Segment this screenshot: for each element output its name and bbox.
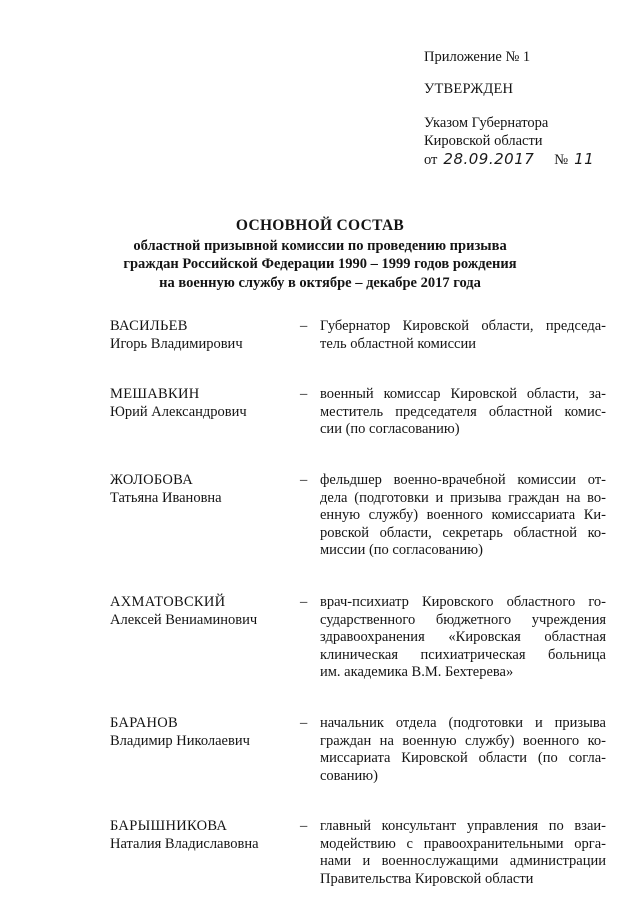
role-line: сударственного бюджетного учреждения: [320, 611, 606, 628]
member-entry: [110, 818, 606, 888]
decree-date: 28.09.2017: [443, 150, 535, 168]
member-role: [320, 318, 606, 353]
member-entry: [110, 318, 606, 353]
approval-block: [424, 48, 624, 169]
decree-line-1: Указом Губернатора: [424, 115, 549, 131]
role-line: миссии (по согласованию): [320, 542, 483, 559]
role-line: Правительства Кировской области: [320, 871, 534, 888]
member-dash: –: [300, 386, 308, 403]
member-name: [110, 715, 300, 785]
title-line-1: областной призывной комиссии по проведению призыва: [133, 237, 507, 254]
member-dash: –: [300, 318, 308, 334]
member-surname: АХМАТОВСКИЙ: [110, 593, 226, 610]
role-line: начальник отдела (подготовки и призыва: [320, 714, 606, 731]
role-line: здравоохранения «Кировская областная: [320, 629, 606, 646]
member-entry: [110, 715, 606, 785]
member-surname: ВАСИЛЬЕВ: [110, 318, 188, 334]
member-given-name: Владимир Николаевич: [110, 732, 250, 749]
document-title: [60, 217, 580, 292]
member-dash: –: [300, 818, 308, 835]
role-line: енную службу) военного комиссариата Ки-: [320, 507, 606, 524]
member-dash: –: [300, 593, 308, 610]
role-line: тель областной комиссии: [320, 335, 476, 352]
title-line-3: на военную службу в октябре – декабре 2017 года: [159, 274, 481, 291]
members-list: [110, 318, 606, 889]
member-role: [320, 472, 606, 560]
appendix-label: Приложение № 1: [424, 49, 531, 65]
member-entry: [110, 472, 606, 560]
role-line: ровской области, секретарь областной ко-: [320, 524, 606, 541]
role-line: врач-психиатр Кировского областного го-: [320, 593, 606, 610]
date-prefix: от: [424, 152, 438, 168]
member-surname: БАРАНОВ: [110, 714, 179, 731]
role-line: граждан на военную службу) военного ко-: [320, 732, 606, 749]
member-role: [320, 386, 606, 439]
member-name: [110, 472, 300, 560]
member-entry: [110, 386, 606, 439]
member-given-name: Алексей Вениаминович: [110, 611, 258, 628]
role-line: сии (по согласованию): [320, 421, 460, 438]
member-name: [110, 594, 300, 682]
role-line: клиническая психиатрическая больница: [320, 646, 606, 663]
role-line: меститель председателя областной комис-: [320, 403, 606, 420]
decree-date-line: [424, 150, 624, 169]
member-role: [320, 818, 606, 888]
role-line: им. академика В.М. Бехтерева»: [320, 664, 514, 681]
role-line: главный консультант управления по взаи-: [320, 818, 606, 835]
member-name: [110, 386, 300, 439]
member-given-name: Юрий Александрович: [110, 403, 247, 420]
member-given-name: Наталия Владиславовна: [110, 835, 259, 852]
role-line: военный комиссар Кировской области, за-: [320, 386, 606, 403]
role-line: сованию): [320, 767, 378, 784]
title-heading: ОСНОВНОЙ СОСТАВ: [235, 217, 405, 234]
decree-number: 11: [574, 150, 595, 168]
role-line: дела (подготовки и призыва граждан на во-: [320, 489, 606, 506]
decree-line-2: Кировской области: [424, 133, 543, 149]
member-given-name: Татьяна Ивановна: [110, 489, 222, 506]
member-name: [110, 318, 300, 353]
number-label: №: [554, 152, 569, 168]
member-surname: БАРЫШНИКОВА: [110, 818, 228, 835]
role-line: миссариата Кировской области (по согла-: [320, 750, 606, 767]
approved-stamp: УТВЕРЖДЕН: [424, 81, 514, 97]
member-surname: МЕШАВКИН: [110, 386, 200, 403]
member-role: [320, 594, 606, 682]
member-entry: [110, 594, 606, 682]
role-line: нами и военнослужащими администрации: [320, 853, 606, 870]
member-given-name: Игорь Владимирович: [110, 335, 243, 352]
member-dash: –: [300, 471, 308, 488]
member-surname: ЖОЛОБОВА: [110, 471, 194, 488]
role-line: фельдшер военно-врачебной комиссии от-: [320, 471, 606, 488]
member-dash: –: [300, 714, 308, 731]
member-name: [110, 818, 300, 888]
role-line: Губернатор Кировской области, председа-: [320, 318, 606, 334]
title-line-2: граждан Российской Федерации 1990 – 1999 годов рождения: [123, 256, 517, 272]
role-line: модействию с правоохранительными орга-: [320, 835, 606, 852]
member-role: [320, 715, 606, 785]
